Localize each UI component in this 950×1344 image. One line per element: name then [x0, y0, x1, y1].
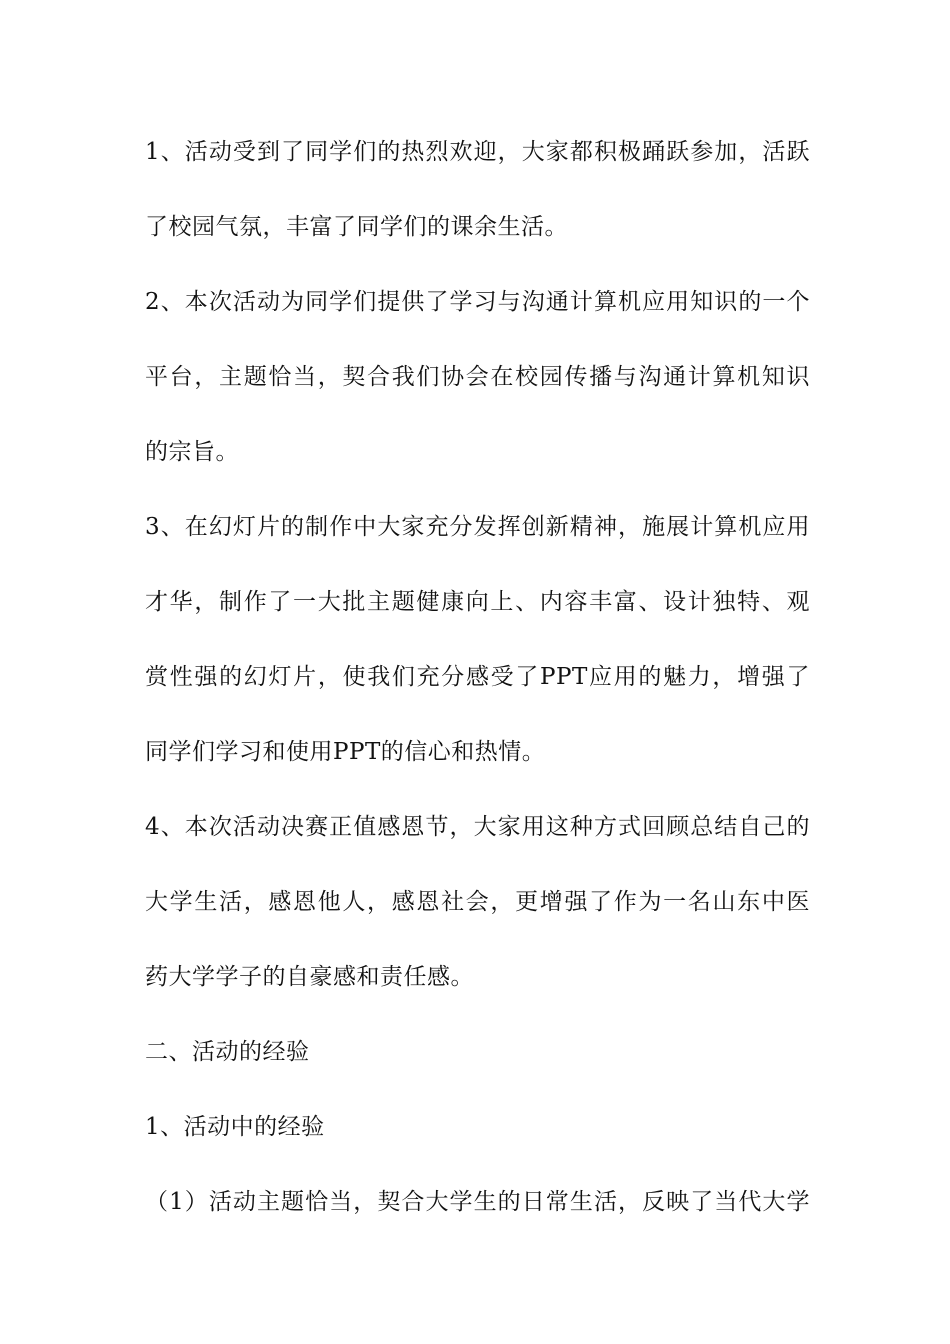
- paragraph-3-line-1: 3、在幻灯片的制作中大家充分发挥创新精神，施展计算机应用: [145, 514, 810, 540]
- paragraph-1-line-1: 1、活动受到了同学们的热烈欢迎，大家都积极踊跃参加，活跃: [145, 139, 810, 165]
- paragraph-4-line-3: 药大学学子的自豪感和责任感。: [145, 964, 474, 990]
- paragraph-2-line-1: 2、本次活动为同学们提供了学习与沟通计算机应用知识的一个: [145, 289, 810, 315]
- paragraph-3-line-3: 赏性强的幻灯片，使我们充分感受了PPT应用的魅力，增强了: [145, 664, 810, 690]
- section-heading-2: 二、活动的经验: [145, 1039, 310, 1065]
- paragraph-3-line-2: 才华，制作了一大批主题健康向上、内容丰富、设计独特、观: [145, 589, 810, 615]
- paragraph-5-line-1: （1）活动主题恰当，契合大学生的日常生活，反映了当代大学: [145, 1189, 810, 1215]
- paragraph-1-line-2: 了校园气氛，丰富了同学们的课余生活。: [145, 214, 568, 240]
- paragraph-4-line-2: 大学生活，感恩他人，感恩社会，更增强了作为一名山东中医: [145, 889, 810, 915]
- paragraph-3-line-4: 同学们学习和使用PPT的信心和热情。: [145, 739, 546, 765]
- paragraph-2-line-2: 平台，主题恰当，契合我们协会在校园传播与沟通计算机知识: [145, 364, 810, 390]
- subsection-heading-1: 1、活动中的经验: [145, 1114, 325, 1140]
- paragraph-2-line-3: 的宗旨。: [145, 439, 239, 465]
- paragraph-4-line-1: 4、本次活动决赛正值感恩节，大家用这种方式回顾总结自己的: [145, 814, 810, 840]
